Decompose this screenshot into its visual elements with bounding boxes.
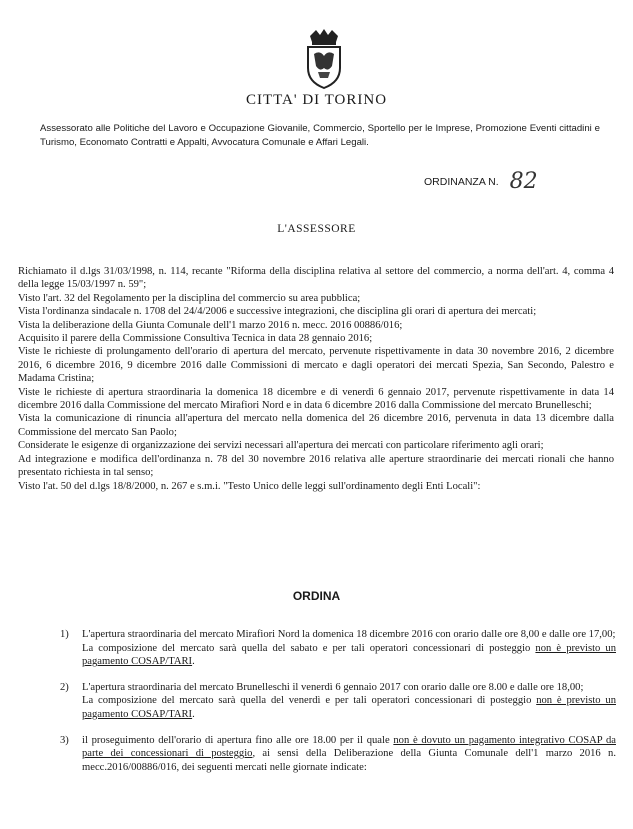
item-detail-text: La composizione del mercato sarà quella del venerdì e per tali operatori concessionari di posteggio bbox=[82, 695, 532, 707]
premise: Considerate le esigenze di organizzazione dei servizi necessari all'apertura dei mercati con particolare riferimento agli orari; bbox=[18, 440, 544, 452]
city-title: CITTA' DI TORINO bbox=[245, 92, 388, 108]
premise: Vista la deliberazione della Giunta Comunale dell'1 marzo 2016 n. mecc. 2016 00886/016; bbox=[18, 319, 403, 331]
city-crest-icon bbox=[302, 28, 346, 90]
item-after: . bbox=[192, 708, 195, 720]
item-detail-text: La composizione del mercato sarà quella del sabato e per tali operatori concessionari di posteggio bbox=[82, 642, 531, 654]
item-after: , ai sensi della Deliberazione della Giunta Comunale dell'1 marzo 2016 n. mecc.2016/00886/016, dei seguenti mercati nelle giornate indicate: bbox=[82, 748, 616, 773]
premise: Viste le richieste di prolungamento dell'orario di apertura del mercato, pervenute rispettivamente in data 30 novembre 2016, 2 dicembre 2016, 6 dicembre 2016, 9 dicembre 2016 dalle Commissioni di mercato e dagli operatori dei mercati Spezia, San Secondo, Palestro e Madama Cristina; bbox=[18, 346, 614, 385]
premise: Ad integrazione e modifica dell'ordinanza n. 78 del 30 novembre 2016 relativa alle aperture straordinarie dei mercati rionali che hanno presentato richiesta in tal senso; bbox=[18, 453, 614, 479]
premise: Viste le richieste di apertura straordinaria la domenica 18 dicembre e di venerdì 6 gennaio 2017, pervenute rispettivamente in data 14 dicembre 2016 dalla Commissione del mercato Mirafiori Nord e in data 6 dicembre 2016 dalla Commissione del mercato Brunelleschi; bbox=[18, 386, 614, 412]
item-underlined: non è dovuto un pagamento integrativo COSAP da parte dei concessionari di posteggio bbox=[82, 734, 616, 760]
premise: Richiamato il d.lgs 31/03/1998, n. 114, recante "Riforma della disciplina relativa al settore del commercio, a norma dell'art. 4, comma 4 della legge 15/03/1997 n. 59"; bbox=[18, 266, 614, 291]
premise bbox=[18, 292, 614, 305]
item-detail bbox=[82, 642, 616, 669]
order-items bbox=[60, 628, 616, 786]
order-item bbox=[60, 734, 616, 775]
premises-block bbox=[18, 265, 614, 493]
item-text-lead: il proseguimento dell'orario di apertura fino alle ore 18.00 per il quale bbox=[82, 734, 390, 746]
item-text bbox=[82, 734, 616, 775]
item-underlined: non è previsto un pagamento COSAP/TARI bbox=[82, 695, 616, 720]
ordinanza-label: ORDINANZA N. bbox=[424, 176, 499, 188]
assessore-heading: L'ASSESSORE bbox=[277, 223, 356, 235]
department-line: Assessorato alle Politiche del Lavoro e Occupazione Giovanile, Commercio, Sportello per le Imprese, Promozione Eventi cittadini e Turismo, Economato Contratti e Appalti, Avvocatura Comunale e Affari Legali. bbox=[40, 123, 600, 148]
item-after: . bbox=[192, 656, 195, 668]
premise: Visto l'at. 50 del d.lgs 18/8/2000, n. 267 e s.m.i. "Testo Unico delle leggi sull'ordinamento degli Enti Locali": bbox=[18, 480, 481, 492]
item-underlined: non è previsto un pagamento COSAP/TARI bbox=[82, 642, 616, 668]
premise: Vista la comunicazione di rinuncia all'apertura del mercato nella domenica del 26 dicembre 2016, pervenuta in data 13 dicembre dalla Commissione del mercato San Paolo; bbox=[18, 413, 614, 438]
item-text: L'apertura straordinaria del mercato Brunelleschi il venerdì 6 gennaio 2017 con orario dalle ore 8.00 e dalle ore 18,00; bbox=[82, 681, 584, 693]
ordina-heading: ORDINA bbox=[292, 589, 341, 603]
item-detail bbox=[82, 694, 616, 721]
premise-text: Visto l'art. 32 del Regolamento per la disciplina del commercio su area pubblica; bbox=[18, 292, 361, 304]
ordinanza-number-line bbox=[424, 166, 538, 194]
premise: Acquisito il parere della Commissione Consultiva Tecnica in data 28 gennaio 2016; bbox=[18, 333, 373, 345]
premise: Vista l'ordinanza sindacale n. 1708 del 24/4/2006 e successive integrazioni, che disciplina gli orari di apertura dei mercati; bbox=[18, 306, 537, 318]
ordinanza-number: 82 bbox=[509, 169, 538, 194]
item-number: 2) bbox=[60, 681, 69, 693]
item-number: 1) bbox=[60, 629, 69, 640]
item-number: 3) bbox=[60, 734, 69, 746]
order-item bbox=[60, 628, 616, 669]
item-text: L'apertura straordinaria del mercato Mirafiori Nord la domenica 18 dicembre 2016 con orario dalle ore 8,00 e dalle ore 17,00; bbox=[82, 629, 616, 640]
order-item bbox=[60, 681, 616, 722]
